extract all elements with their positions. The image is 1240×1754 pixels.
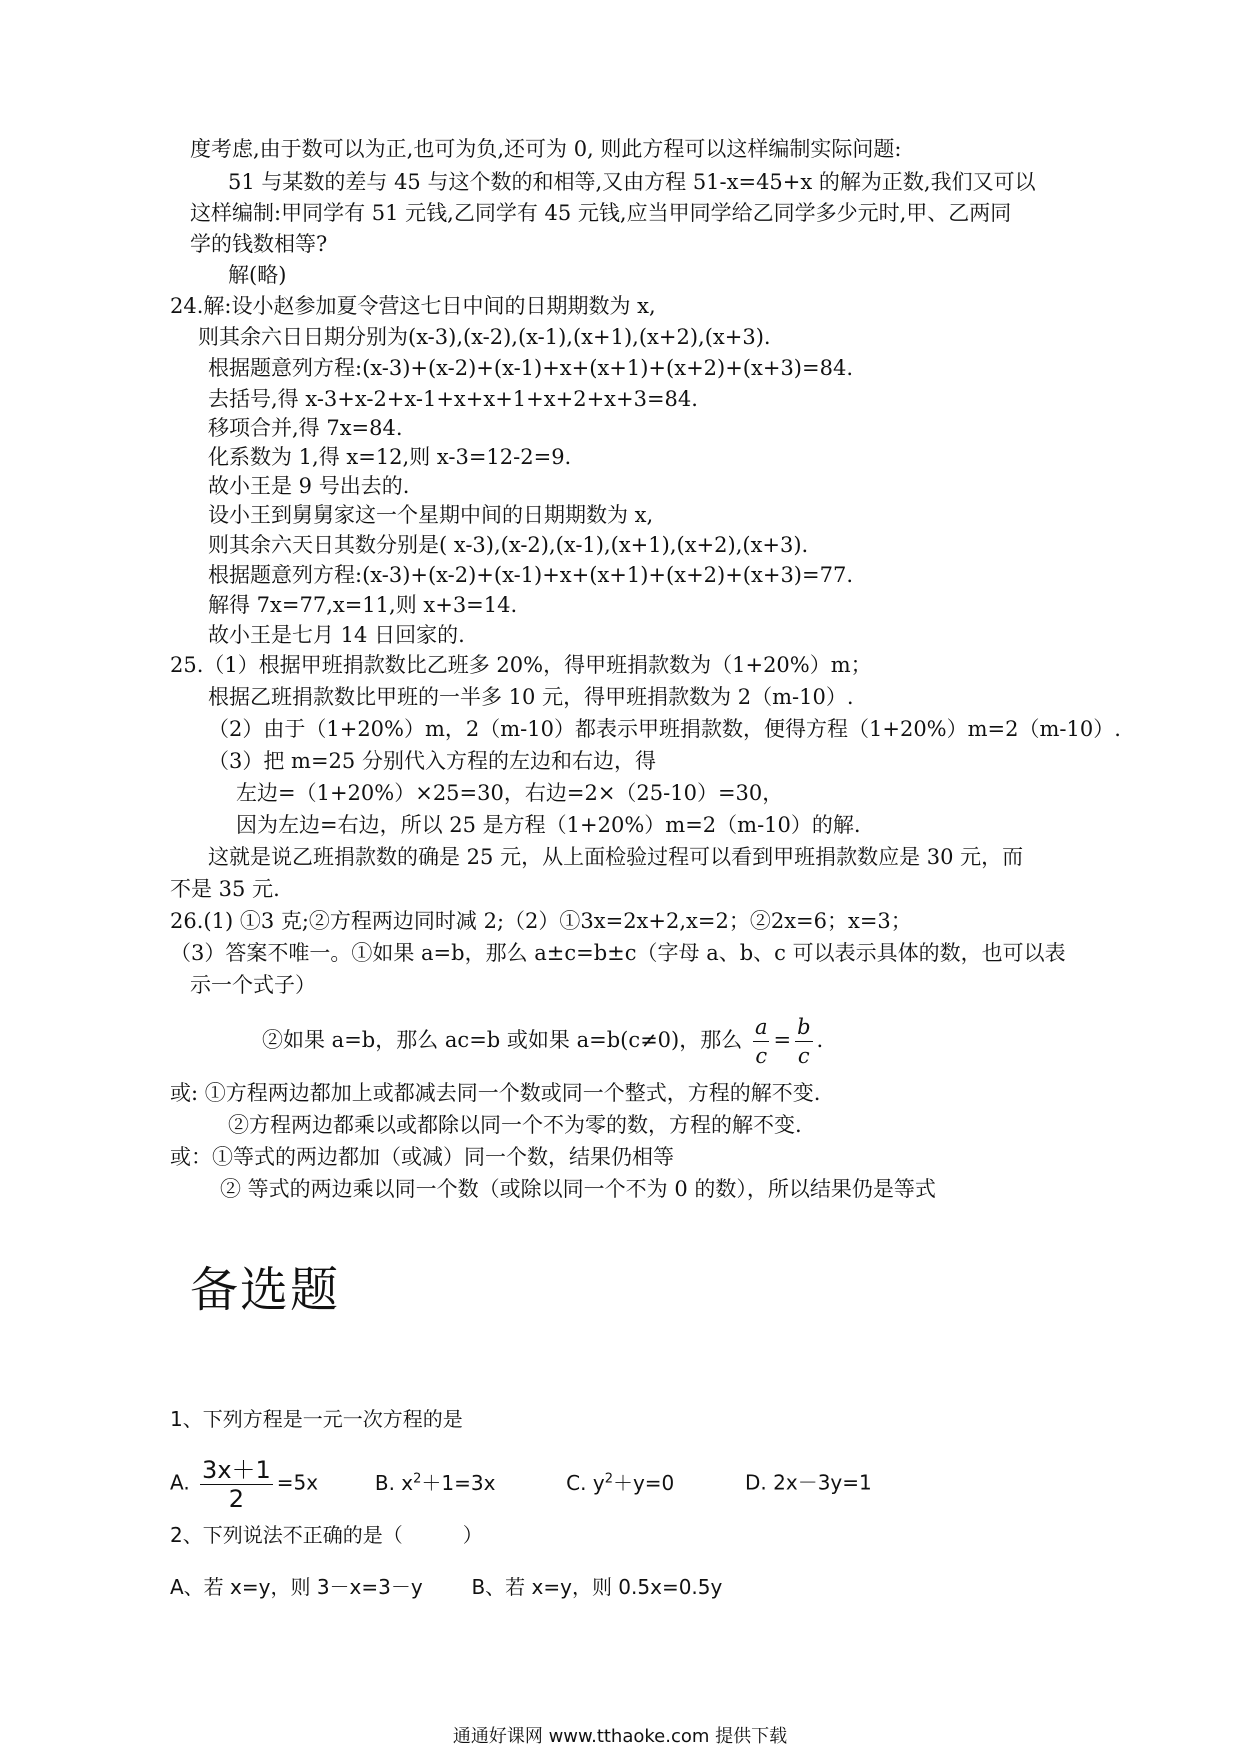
option-c (566, 1471, 674, 1495)
text-line: 不是 35 元. (170, 877, 280, 901)
question-1-options (170, 1444, 872, 1518)
fraction-numerator: b (795, 1013, 812, 1042)
text-line: ② 等式的两边乘以同一个数（或除以同一个不为 0 的数），所以结果仍是等式 (220, 1177, 936, 1201)
text-line: 根据题意列方程:(x-3)+(x-2)+(x-1)+x+(x+1)+(x+2)+(x+3)=84. (208, 356, 853, 380)
question-2-options (170, 1572, 722, 1602)
text-line: 移项合并,得 7x=84. (208, 416, 403, 440)
text-line: 示一个式子） (190, 973, 316, 997)
text-line: 根据题意列方程:(x-3)+(x-2)+(x-1)+x+(x+1)+(x+2)+(x+3)=77. (208, 563, 853, 587)
fraction-b-over-c (795, 1013, 812, 1070)
formula-prefix: ②如果 a=b，那么 ac=b 或如果 a=b(c≠0)，那么 (262, 1028, 743, 1052)
text-line: 25.（1）根据甲班捐款数比乙班多 20%，得甲班捐款数为（1+20%）m； (170, 653, 872, 677)
text-line: （3）把 m=25 分别代入方程的左边和右边，得 (208, 749, 656, 773)
fraction-denominator: 2 (228, 1484, 245, 1513)
option-b (375, 1471, 496, 1495)
question-1-stem: 1、下列方程是一元一次方程的是 (170, 1407, 463, 1431)
text-line: 根据乙班捐款数比甲班的一半多 10 元，得甲班捐款数为 2（m-10）. (208, 685, 854, 709)
option-c-rest: ＋y=0 (612, 1470, 675, 1495)
option-b: B、若 x=y，则 0.5x=0.5y (471, 1575, 723, 1599)
text-line: 故小王是七月 14 日回家的. (208, 623, 465, 647)
text-line: 则其余六天日其数分别是( x-3),(x-2),(x-1),(x+1),(x+2),(x+3). (208, 533, 809, 557)
text-line: ②方程两边都乘以或都除以同一个不为零的数，方程的解不变. (228, 1113, 802, 1137)
text-line: 故小王是 9 号出去的. (208, 474, 410, 498)
option-a-fraction (200, 1456, 273, 1513)
text-line: （3）答案不唯一。①如果 a=b，那么 a±c=b±c（字母 a、b、c 可以表示具体的数，也可以表 (170, 941, 1066, 965)
text-line: 这就是说乙班捐款数的确是 25 元，从上面检验过程可以看到甲班捐款数应是 30 元，而 (208, 845, 1024, 869)
option-c-exponent: 2 (604, 1471, 613, 1486)
text-line: 因为左边=右边，所以 25 是方程（1+20%）m=2（m-10）的解. (236, 813, 861, 837)
text-line: 或: ①方程两边都加上或都减去同一个数或同一个整式，方程的解不变. (170, 1081, 821, 1105)
fraction-numerator: 3x＋1 (202, 1455, 271, 1484)
text-line: 24.解:设小赵参加夏令营这七日中间的日期期数为 x, (170, 294, 656, 318)
text-line: 学的钱数相等? (190, 232, 328, 256)
option-a: A、若 x=y，则 3－x=3－y (170, 1575, 423, 1599)
formula-end: . (816, 1028, 824, 1052)
fraction-denominator: c (755, 1044, 768, 1068)
option-b-exponent: 2 (413, 1471, 422, 1486)
text-line: 则其余六日日期分别为(x-3),(x-2),(x-1),(x+1),(x+2),(x+3). (198, 325, 771, 349)
fraction-a-over-c (753, 1013, 770, 1070)
text-line: 化系数为 1,得 x=12,则 x-3=12-2=9. (208, 445, 572, 469)
option-c-base: C. y (566, 1470, 605, 1495)
option-a-rest: =5x (276, 1470, 319, 1495)
option-a-label: A. (170, 1470, 190, 1495)
fraction-denominator: c (797, 1044, 810, 1068)
text-line: 或：①等式的两边都加（或减）同一个数，结果仍相等 (170, 1145, 674, 1169)
option-b-rest: ＋1=3x (421, 1470, 496, 1495)
text-line: 解得 7x=77,x=11,则 x+3=14. (208, 593, 518, 617)
section-title: 备选题 (190, 1262, 341, 1318)
question-2-stem: 2、下列说法不正确的是（ ） (170, 1523, 483, 1547)
text-line: 解(略) (228, 263, 287, 287)
equals-sign: = (773, 1028, 792, 1052)
text-line: 设小王到舅舅家这一个星期中间的日期期数为 x, (208, 503, 654, 527)
text-line: 度考虑,由于数可以为正,也可为负,还可为 0, 则此方程可以这样编制实际问题: (190, 137, 902, 161)
text-line: 26.(1) ①3 克;②方程两边同时减 2;（2）①3x=2x+2,x=2；②2x=6；x=3； (170, 909, 912, 933)
text-line: 去括号,得 x-3+x-2+x-1+x+x+1+x+2+x+3=84. (208, 387, 698, 411)
option-d: D. 2x－3y=1 (745, 1470, 872, 1495)
fraction-numerator: a (753, 1013, 770, 1042)
formula-line (262, 1010, 823, 1070)
text-line: （2）由于（1+20%）m，2（m-10）都表示甲班捐款数，便得方程（1+20%）m=2（m-10）. (208, 717, 1121, 741)
text-line: 51 与某数的差与 45 与这个数的和相等,又由方程 51-x=45+x 的解为正数,我们又可以 (228, 170, 1036, 194)
text-line: 左边=（1+20%）×25=30，右边=2×（25-10）=30， (236, 781, 784, 805)
page-footer: 通通好课网 www.tthaoke.com 提供下载 (452, 1726, 788, 1747)
option-b-base: B. x (374, 1470, 414, 1495)
text-line: 这样编制:甲同学有 51 元钱,乙同学有 45 元钱,应当甲同学给乙同学多少元时,甲、乙两同 (190, 201, 1012, 225)
